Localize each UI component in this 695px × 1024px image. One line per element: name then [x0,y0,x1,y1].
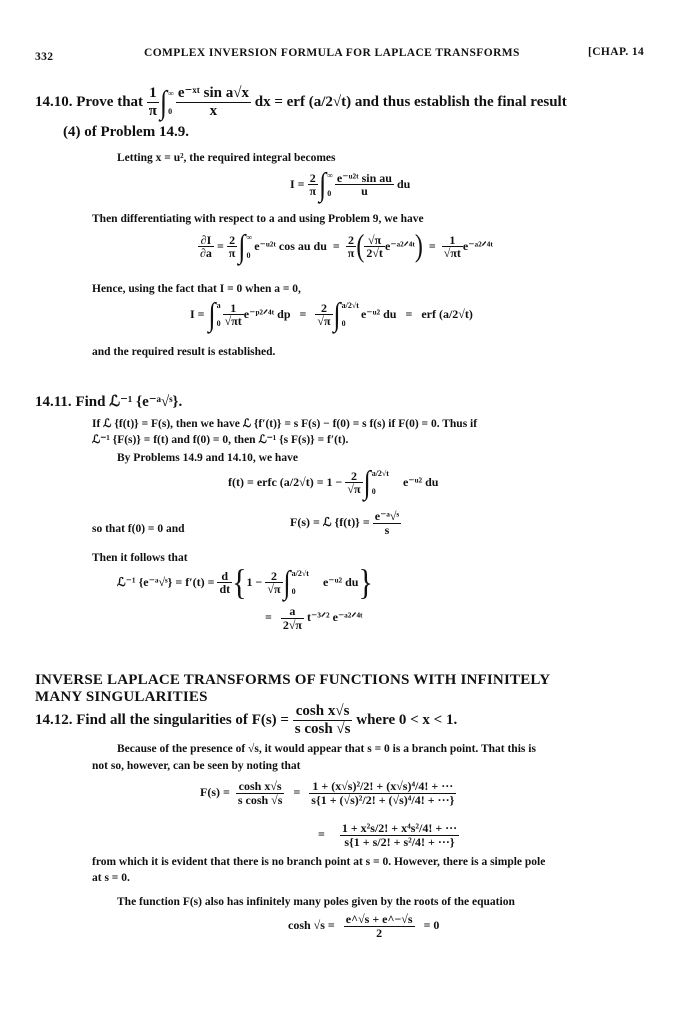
section-heading-line2: MANY SINGULARITIES [35,689,208,705]
integral-sign: ∫ [160,83,168,121]
equation-G: = $\frac{a}{2√\pi}$ t⁻³ᐟ² e⁻ᵃ²ᐟ⁴ᵗ [265,604,363,632]
section-heading-line1: INVERSE LAPLACE TRANSFORMS OF FUNCTIONS WITH INFINITELY [35,672,551,688]
statement-tail: and thus establish the final result [354,94,567,111]
equation-B: $\frac{\partial I}{\partial a}$ = $\frac{2}{\pi}$ ∫ ∞ 0 e⁻ᵘ²ᵗ cos au du = $\frac{2}{\pi}$ ( $\frac{√\pi}{2√t}$ e⁻ᵃ²ᐟ⁴ᵗ) = $\frac{1}{√\pi t}$ e⁻ᵃ²ᐟ⁴ᵗ [200,228,493,265]
integrand-fraction: $\frac{\text{e⁻ˣᵗ sin a√x}}{x}$ [177,85,249,119]
problem-14-10-statement [35,83,567,121]
equation-H: F(s) = $\frac{\text{cosh x√s}}{\text{s cosh √s}}$ = $\frac{\text{1 + (x√s)²/2! + (x√s)⁴/4! + ···}}{\text{s\{1 + (√s)²/2! + (√s)⁴/4! + ···\}}}$ [200,779,455,807]
because-line-2: not so, however, can be seen by noting that [92,760,301,772]
running-title: COMPLEX INVERSION FORMULA FOR LAPLACE TRANSFORMS [144,47,520,59]
equation-D: f(t) = erfc (a/2√t) = 1 − $\frac{2}{√\pi}$ ∫ a/2√t 0 e⁻ᵘ² du [228,464,439,501]
constant-fraction: $\frac{1}{\pi}$ [148,85,158,119]
problem-14-12-statement: 14.12. Find all the singularities of F(s) = $\frac{\text{cosh x√s}}{\text{s cosh √s}}$ where 0 < x < 1. [35,703,458,737]
from-which-line-1: from which it is evident that there is no branch point at s = 0. However, there is a simple pole [92,856,546,868]
if-line-1: If ℒ {f(t)} = F(s), then we have ℒ {f′(t)} = s F(s) − f(0) = s f(s) if F(0) = 0. Thus if [92,418,478,430]
differential: dx [254,94,271,111]
page-number: 332 [35,51,54,63]
function-poles-text: The function F(s) also has infinitely many poles given by the roots of the equation [117,896,515,908]
then-differentiating-text: Then differentiating with respect to a and using Problem 9, we have [92,213,424,225]
result-expression: erf (a/2√t) [286,94,352,111]
problem-number: 14.10. [35,94,73,111]
equation-I: = $\frac{\text{1 + x²s/2! + x⁴s²/4! + ···}}{\text{s\{1 + s/2! + s²/4! + ···\}}}$ [318,821,458,849]
established-text: and the required result is established. [92,346,276,358]
equation-E: F(s) = ℒ {f(t)} = $\frac{\text{e⁻ᵃ√ˢ}}{s}$ [290,509,400,537]
so-that-text: so that f(0) = 0 and [92,523,185,535]
equation-J: cosh √s = $\frac{e\^{}√s + e\^{}-√s}{2}$ = 0 [288,912,440,940]
problem-14-10-line2: (4) of Problem 14.9. [63,124,189,140]
equals-sign: = [274,94,283,111]
equation-A: I = $\frac{2}{\pi}$ ∫ ∞ 0 $\frac{\text{e⁻ᵘ²ᵗ sin au}}{u}$ du [290,166,411,203]
because-line-1: Because of the presence of √s, it would appear that s = 0 is a branch point. That this is [117,743,536,755]
then-follows-text: Then it follows that [92,552,188,564]
equation-F: ℒ⁻¹ {e⁻ᵃ√ˢ} = f′(t) = $\frac{d}{dt}$ {1 − $\frac{2}{√\pi}$ ∫ a/2√t 0 e⁻ᵘ² du} [117,562,373,603]
prove-text: Prove that [76,94,144,111]
from-which-line-2: at s = 0. [92,872,130,884]
letting-text: Letting x = u², the required integral becomes [117,152,336,164]
integral-limits: ∞ 0 [168,88,174,116]
problem-14-11-statement: 14.11. Find ℒ⁻¹ {e⁻ᵃ√ˢ}. [35,394,183,410]
by-problems-text: By Problems 14.9 and 14.10, we have [117,452,298,464]
equation-C: I = ∫ a 0 $\frac{1}{√\pi t}$ e⁻ᵖ²ᐟ⁴ᵗ dp = $\frac{2}{√\pi}$ ∫ a/2√t 0 e⁻ᵘ² du = erf (a/2√t) [190,296,473,333]
if-line-2: ℒ⁻¹ {F(s)} = f(t) and f(0) = 0, then ℒ⁻¹ {s F(s)} = f′(t). [92,434,349,446]
hence-text: Hence, using the fact that I = 0 when a = 0, [92,283,301,295]
chapter-label: [CHAP. 14 [588,46,645,58]
